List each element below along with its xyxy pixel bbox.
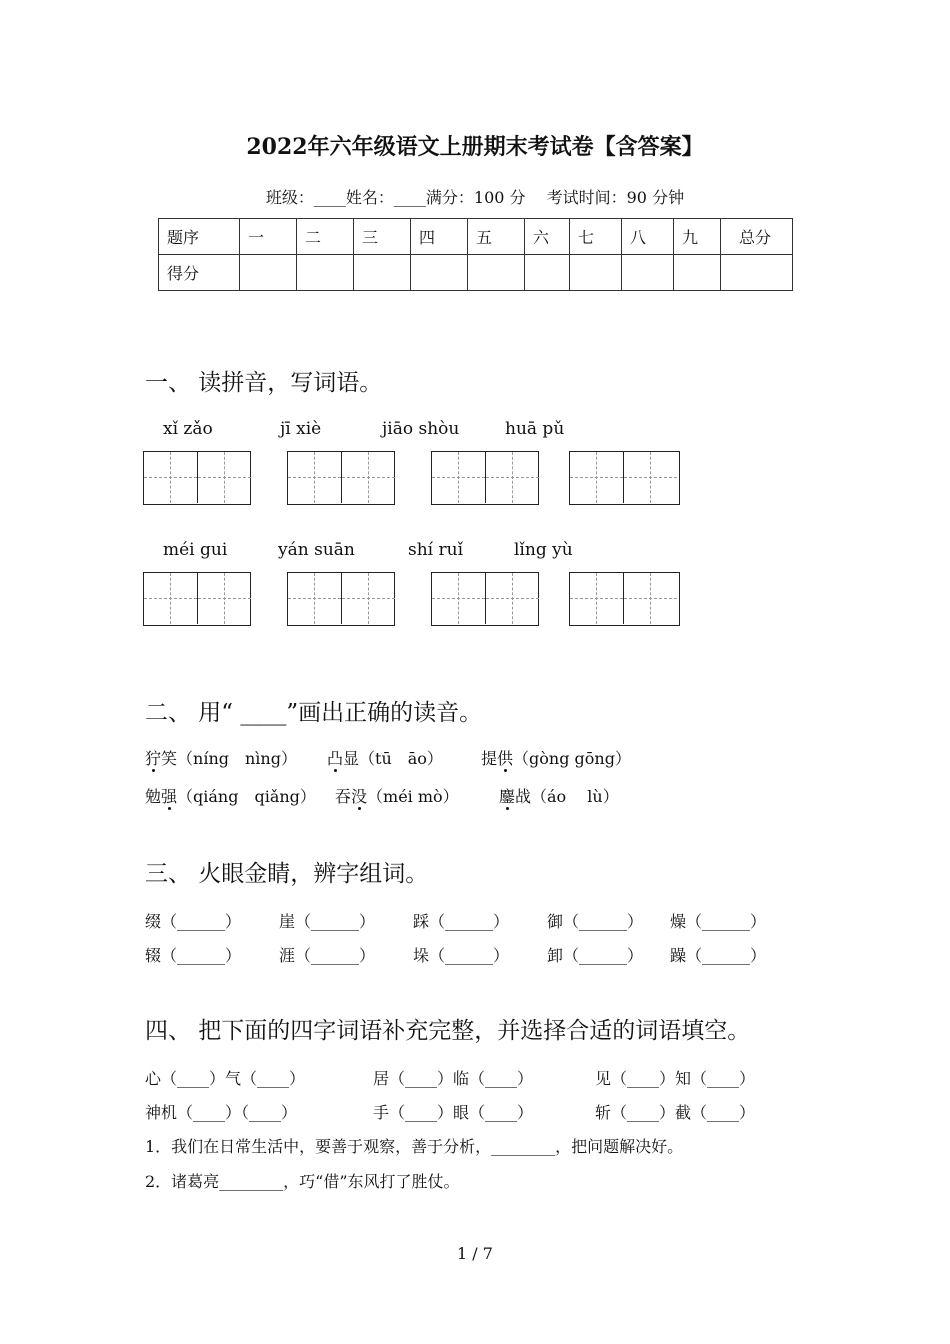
reading-item	[327, 746, 443, 769]
word-blank: 崖（______）	[279, 912, 376, 931]
writing-grid[interactable]	[287, 451, 395, 505]
table-cell: 一	[240, 219, 297, 255]
pinyin-label: lǐng yù	[514, 540, 573, 560]
reading-item	[145, 784, 316, 807]
item-prefix: 勉	[145, 787, 162, 806]
item-options: 战（áo lù）	[515, 787, 619, 806]
pinyin-label: shí ruǐ	[408, 540, 464, 560]
item-options: （méi mò）	[367, 787, 459, 806]
score-cell[interactable]	[721, 255, 793, 291]
table-cell: 五	[468, 219, 525, 255]
idiom-blank: 斩（____）截（____）	[595, 1103, 756, 1122]
score-cell[interactable]	[525, 255, 570, 291]
section1-heading: 一、 读拼音，写词语。	[145, 370, 383, 396]
fill-question-1: 1．我们在日常生活中，要善于观察，善于分析，________，把问题解决好。	[145, 1137, 684, 1156]
section3-heading: 三、 火眼金睛，辨字组词。	[145, 861, 429, 887]
dotted-char: 强	[161, 787, 178, 806]
pinyin-label: yán suān	[278, 540, 355, 560]
item-options: （gòng gōng）	[513, 749, 631, 768]
idiom-blank: 手（____）眼（____）	[373, 1103, 534, 1122]
writing-grid[interactable]	[143, 451, 251, 505]
item-prefix: 提	[481, 749, 498, 768]
word-blank: 燥（______）	[670, 912, 767, 931]
reading-item	[145, 746, 297, 769]
pinyin-label: jiāo shòu	[382, 419, 460, 439]
reading-item	[335, 784, 459, 807]
writing-grid[interactable]	[569, 451, 680, 505]
pinyin-label: jī xiè	[280, 419, 322, 439]
page-number: 1 / 7	[457, 1244, 493, 1263]
idiom-blank: 心（____）气（____）	[145, 1069, 306, 1088]
score-cell[interactable]	[297, 255, 354, 291]
word-blank: 踩（______）	[413, 912, 510, 931]
word-blank: 躁（______）	[670, 946, 767, 965]
item-options: （qiáng qiǎng）	[177, 787, 316, 806]
table-cell: 得分	[159, 255, 240, 291]
dotted-char: 鏖	[499, 787, 516, 806]
table-cell: 三	[354, 219, 411, 255]
pinyin-label: xǐ zǎo	[163, 419, 213, 439]
score-cell[interactable]	[468, 255, 525, 291]
item-options: 笑（níng nìng）	[161, 749, 297, 768]
section2-heading: 二、 用“ ____”画出正确的读音。	[145, 700, 483, 726]
score-table-header-row	[159, 219, 793, 255]
writing-grid[interactable]	[287, 572, 395, 626]
idiom-blank: 居（____）临（____）	[373, 1069, 534, 1088]
page-title: 2022年六年级语文上册期末考试卷【含答案】	[246, 134, 704, 160]
item-options: 显（tū āo）	[343, 749, 443, 768]
score-cell[interactable]	[354, 255, 411, 291]
table-cell: 九	[674, 219, 721, 255]
score-cell[interactable]	[570, 255, 622, 291]
score-table-score-row	[159, 255, 793, 291]
word-blank: 垛（______）	[413, 946, 510, 965]
reading-item	[481, 746, 631, 769]
pinyin-label: méi gui	[163, 540, 228, 560]
idiom-blank: 神机（____）（____）	[145, 1103, 298, 1122]
score-cell[interactable]	[240, 255, 297, 291]
dotted-char: 狞	[145, 749, 162, 768]
writing-grid[interactable]	[143, 572, 251, 626]
table-cell: 四	[411, 219, 468, 255]
word-blank: 涯（______）	[279, 946, 376, 965]
idiom-blank: 见（____）知（____）	[595, 1069, 756, 1088]
dotted-char: 供	[497, 749, 514, 768]
table-cell: 二	[297, 219, 354, 255]
section4-heading: 四、 把下面的四字词语补充完整，并选择合适的词语填空。	[145, 1018, 751, 1044]
reading-item	[499, 784, 619, 807]
table-cell: 八	[622, 219, 674, 255]
dotted-char: 凸	[327, 749, 344, 768]
pinyin-label: huā pǔ	[505, 419, 565, 439]
score-cell[interactable]	[622, 255, 674, 291]
score-table	[158, 218, 793, 291]
fill-question-2: 2．诸葛亮________，巧“借”东风打了胜仗。	[145, 1172, 460, 1191]
table-cell: 七	[570, 219, 622, 255]
word-blank: 辍（______）	[145, 946, 242, 965]
writing-grid[interactable]	[431, 572, 539, 626]
table-cell: 题序	[159, 219, 240, 255]
word-blank: 缀（______）	[145, 912, 242, 931]
score-cell[interactable]	[411, 255, 468, 291]
table-cell: 总分	[721, 219, 793, 255]
dotted-char: 没	[351, 787, 368, 806]
writing-grid[interactable]	[569, 572, 680, 626]
score-cell[interactable]	[674, 255, 721, 291]
exam-info-line: 班级：____姓名：____满分：100 分 考试时间：90 分钟	[265, 188, 685, 207]
word-blank: 卸（______）	[547, 946, 644, 965]
table-cell: 六	[525, 219, 570, 255]
item-prefix: 吞	[335, 787, 352, 806]
word-blank: 御（______）	[547, 912, 644, 931]
writing-grid[interactable]	[431, 451, 539, 505]
